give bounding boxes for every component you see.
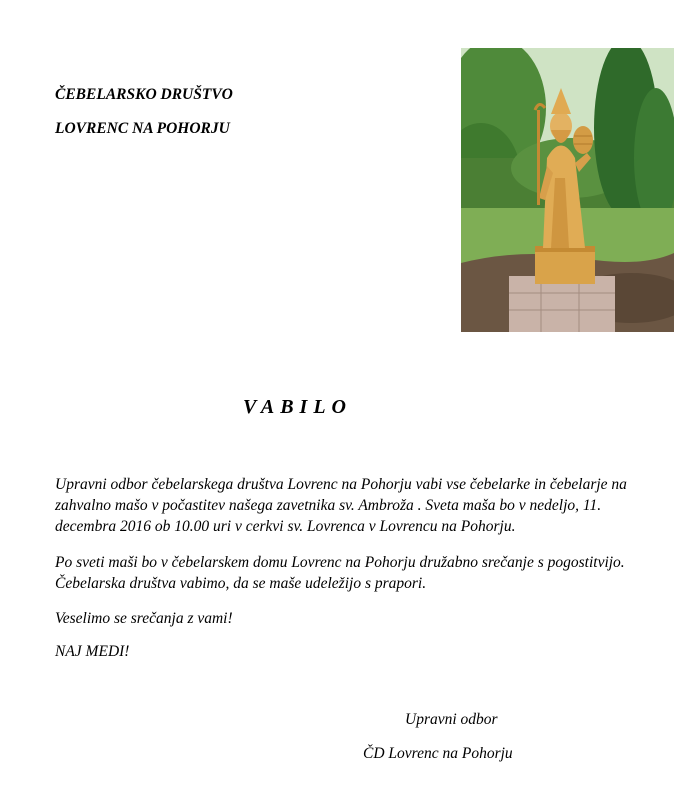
- invitation-paragraph-4: NAJ MEDI!: [55, 643, 130, 660]
- signature-line-2: ČD Lovrenc na Pohorju: [363, 745, 513, 762]
- org-name-line1: ČEBELARSKO DRUŠTVO: [55, 86, 233, 103]
- invitation-paragraph-2: Po sveti maši bo v čebelarskem domu Lovrenc na Pohorju družabno srečanje s pogostitvijo. Čebelarska društva vabimo, da se maše udeležijo s prapori.: [55, 554, 625, 592]
- signature-line-1: Upravni odbor: [405, 711, 498, 728]
- wooden-statue-photo-icon: [461, 48, 674, 332]
- invitation-paragraph-1: Upravni odbor čebelarskega društva Lovrenc na Pohorju vabi vse čebelarke in čebelarje na zahvalno mašo v počastitev našega zavetnika sv. Ambroža . Sveta maša bo v nedeljo, 11. decembra 2016 ob 10.00 uri v cerkvi sv. Lovrenca v Lovrencu na Pohorju.: [55, 476, 627, 535]
- statue-photo: [461, 48, 674, 332]
- invitation-title: VABILO: [243, 396, 352, 418]
- org-name-line2: LOVRENC NA POHORJU: [55, 120, 230, 137]
- invitation-paragraph-3: Veselimo se srečanja z vami!: [55, 610, 233, 627]
